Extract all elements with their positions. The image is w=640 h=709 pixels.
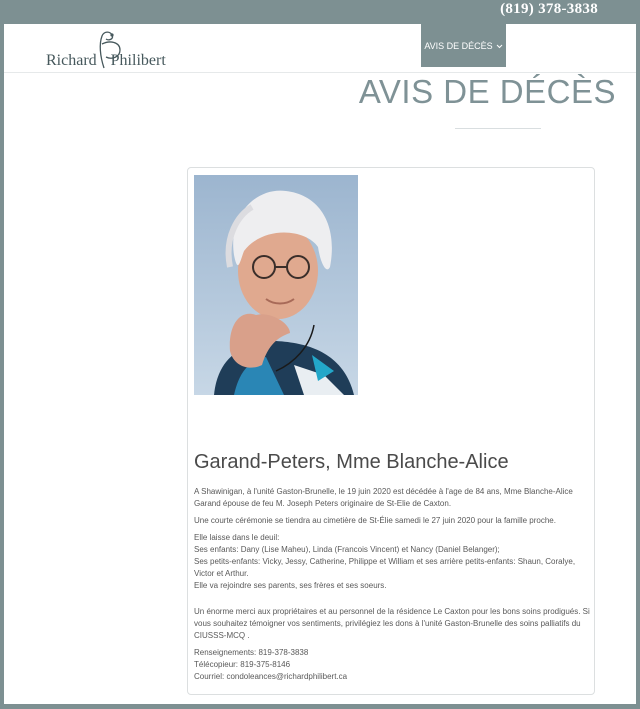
family-line: Ses enfants: Dany (Lise Maheu), Linda (Francois Vincent) et Nancy (Daniel Belanger); xyxy=(194,545,500,554)
obituary-paragraph: Une courte cérémonie se tiendra au cimetière de St-Élie samedi le 27 juin 2020 pour la famille proche. xyxy=(194,516,556,525)
thanks-paragraph: Un énorme merci aux propriétaires et au personnel de la résidence Le Caxton pour les bons soins prodigués. Si vous souhaitez témoigner vos sentiments, privilégiez les dons à l'unité Gaston-Brunelle des soins palliatifs du CIUSSS-MCQ . xyxy=(194,607,590,640)
family-section xyxy=(194,532,590,592)
page-title: AVIS DE DÉCÈS xyxy=(358,73,616,110)
family-line: Elle va rejoindre ses parents, ses frères et ses soeurs. xyxy=(194,581,387,590)
portrait-photo xyxy=(194,175,358,395)
deceased-name: Garand-Peters, Mme Blanche-Alice xyxy=(194,451,509,473)
logo-text: Richard Philibert xyxy=(46,52,166,69)
obituary-text xyxy=(194,486,590,683)
page-container xyxy=(4,24,636,704)
logo-swirl-icon xyxy=(90,30,130,70)
top-bar xyxy=(0,0,640,24)
obituary-card xyxy=(187,167,595,695)
site-logo[interactable] xyxy=(46,30,196,70)
contact-email[interactable]: Courriel: condoleances@richardphilibert.ca xyxy=(194,672,348,681)
chevron-down-icon xyxy=(496,41,503,51)
title-divider xyxy=(455,128,541,129)
family-line: Ses petits-enfants: Vicky, Jessy, Catherine, Philippe et William et ses arrière petits-enfants: Shaun, Coralye, Victor et Arthur. xyxy=(194,557,576,578)
phone-number[interactable]: (819) 378-3838 xyxy=(500,1,598,17)
family-line: Elle laisse dans le deuil: xyxy=(194,533,280,542)
obituary-paragraph: A Shawinigan, à l'unité Gaston-Brunelle, le 19 juin 2020 est décédée à l'age de 84 ans, Mme Blanche-Alice Garand épouse de feu M. Joseph Peters originaire de St-Elie de Caxton. xyxy=(194,487,573,508)
contact-fax: Télécopieur: 819-375-8146 xyxy=(194,660,291,669)
contact-phone: Renseignements: 819-378-3838 xyxy=(194,648,309,657)
contact-section xyxy=(194,647,590,683)
nav-avis-de-deces[interactable] xyxy=(421,24,506,67)
nav-item-label: AVIS DE DÉCÈS xyxy=(424,40,493,51)
site-header xyxy=(4,24,636,73)
